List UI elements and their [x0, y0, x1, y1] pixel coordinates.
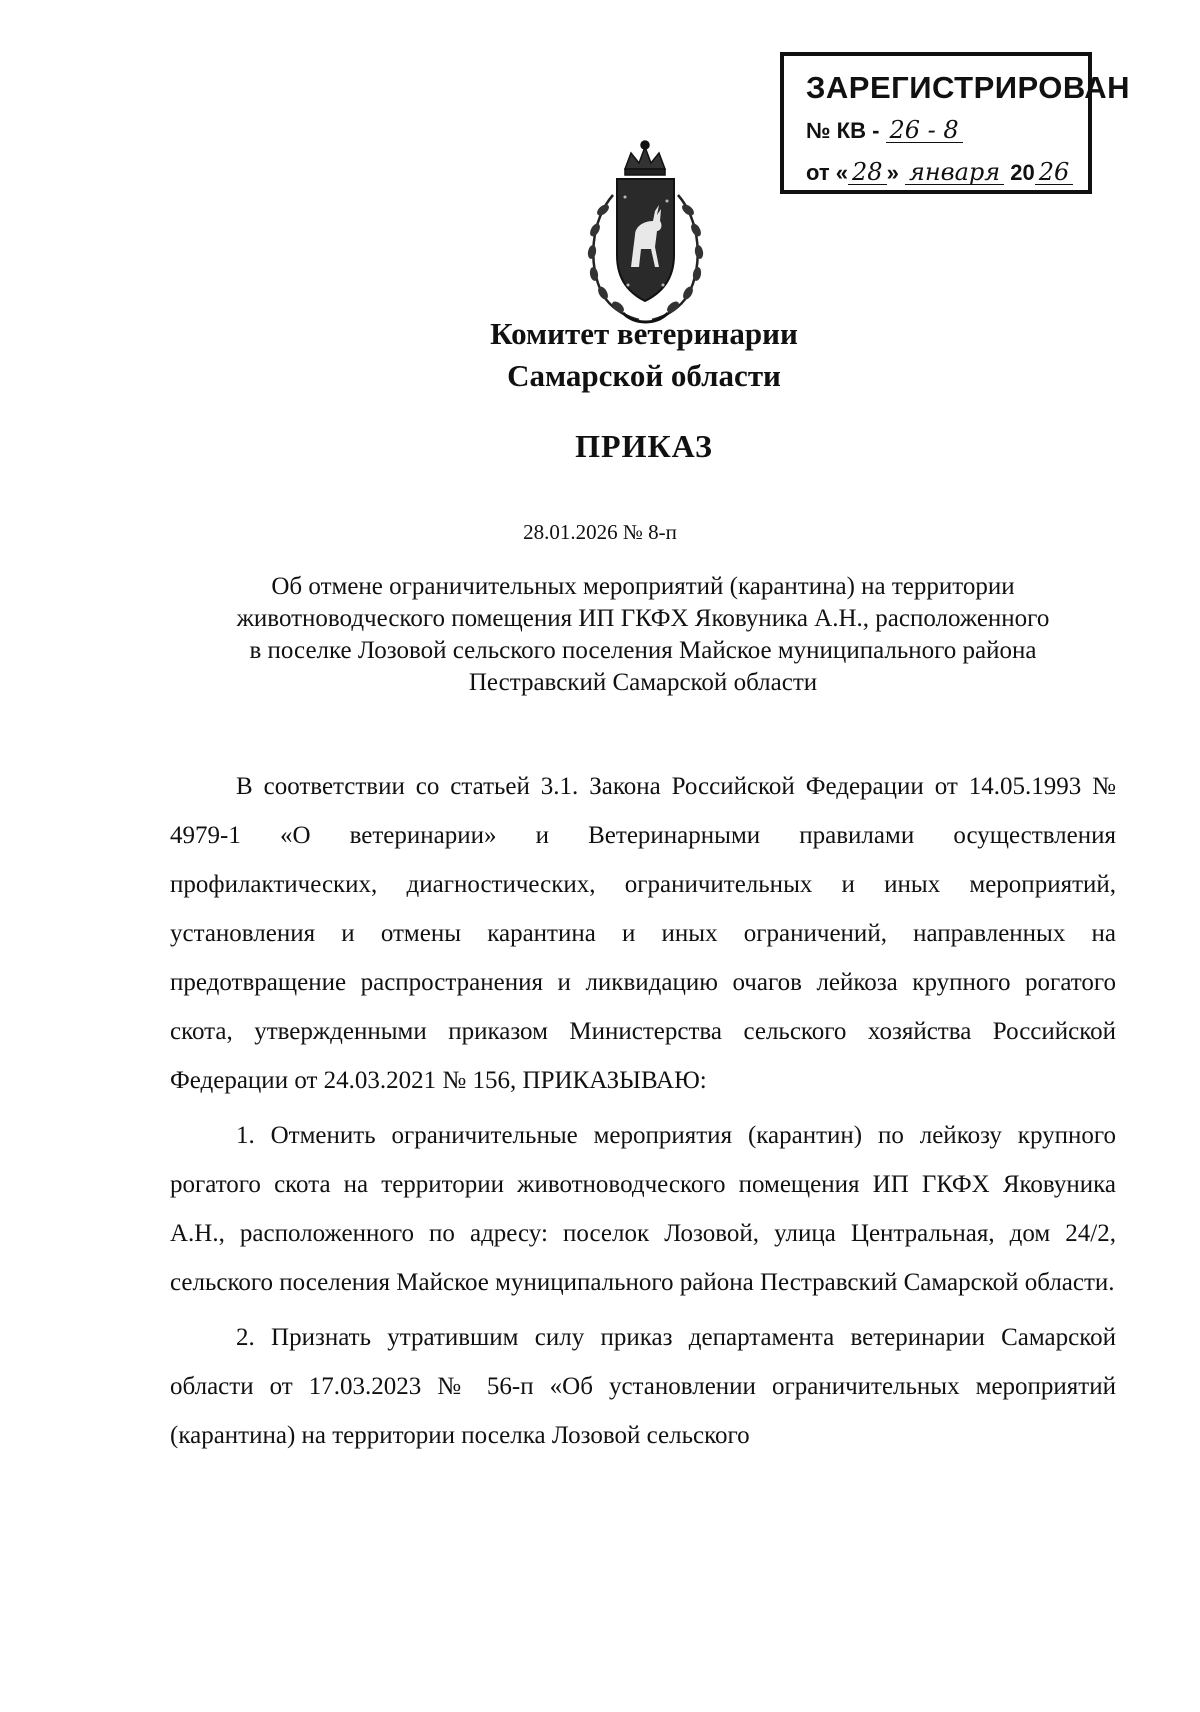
stamp-number-handwritten: 26 - 8 — [886, 118, 963, 143]
organization-name — [0, 313, 1200, 397]
org-line-1: Комитет ветеринарии — [490, 316, 798, 351]
date-and-number: 28.01.2026 № 8-п — [523, 520, 677, 544]
subject-line: Пестравский Самарской области — [468, 669, 818, 696]
order-item-2: 2. Признать утратившим силу приказ департамента ветеринарии Самарской области от 17.03.2023 № 56-п «Об установлении ограничительных мероприятий (карантина) на территории поселка Лозовой сельского — [170, 1324, 1116, 1449]
order-body — [170, 762, 1116, 1466]
order-subject — [170, 571, 1116, 699]
order-item-1: 1. Отменить ограничительные мероприятия (карантин) по лейкозу крупного рогатого скота на территории животноводческого помещения ИП ГКФХ Яковуника А.Н., расположенного по адресу: поселок Лозовой, улица Центральная, дом 24/2, сельского поселения Майское муниципального района Пестравский Самарской области. — [170, 1122, 1116, 1296]
stamp-date-month: января — [905, 160, 1004, 185]
stamp-date-line — [806, 160, 1073, 186]
stamp-number-line — [806, 118, 963, 144]
stamp-date-mid: » — [886, 160, 899, 185]
stamp-date-year: 26 — [1035, 160, 1074, 185]
stamp-date-day: 28 — [848, 160, 887, 185]
preamble-paragraph: В соответствии со статьей 3.1. Закона Российской Федерации от 14.05.1993 № 4979-1 «О ветеринарии» и Ветеринарными правилами осуществления профилактических, диагностических, ограничительных и иных мероприятий, установления и отмены карантина и иных ограничений, направленных на предотвращение распространения и ликвидацию очагов лейкоза крупного рогатого скота, утвержденными приказом Министерства сельского хозяйства Российской Федерации от 24.03.2021 № 156, ПРИКАЗЫВАЮ: — [170, 773, 1116, 1094]
stamp-date-prefix: от « — [806, 160, 849, 185]
registration-stamp — [780, 52, 1131, 194]
stamp-date-year-prefix: 20 — [1010, 160, 1035, 185]
subject-line: животноводческого помещения ИП ГКФХ Яковуника А.Н., расположенного — [236, 605, 1050, 632]
stamp-number-prefix: № КВ - — [806, 118, 880, 143]
stamp-title: ЗАРЕГИСТРИРОВАН — [806, 70, 1131, 105]
org-line-2: Самарской области — [507, 358, 781, 393]
document-type-title: ПРИКАЗ — [575, 428, 713, 464]
coat-of-arms-icon — [573, 135, 718, 330]
subject-line: Об отмене ограничительных мероприятий (карантина) на территории — [271, 573, 1015, 600]
subject-line: в поселке Лозовой сельского поселения Майское муниципального района — [249, 637, 1037, 664]
